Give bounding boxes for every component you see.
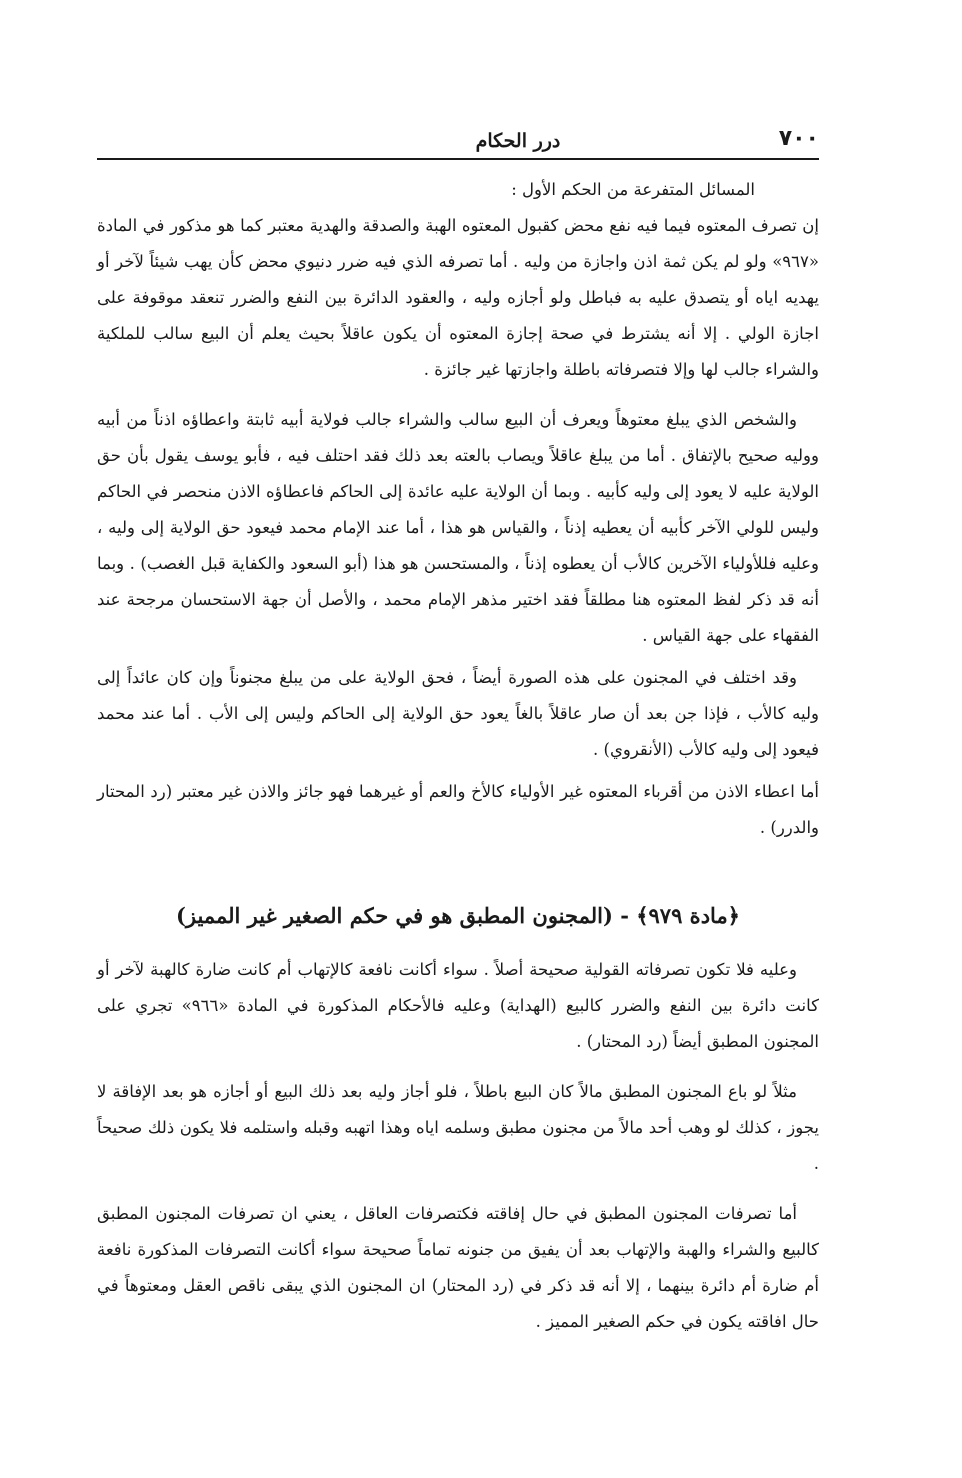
section-heading: المسائل المتفرعة من الحكم الأول : bbox=[511, 180, 755, 199]
article-paragraph: أما تصرفات المجنون المطبق في حال إفاقته فكتصرفات العاقل ، يعني ان تصرفات المجنون المطبق كالبيع والشراء والهبة والإتهاب بعد أن يفيق من جنونه تماماً صحيحة سواء أكانت التصرفات المذكورة نافعة أم ضارة أم دائرة بينهما ، إلا أنه قد ذكر في (رد المحتار) ان المجنون الذي يبقى ناقص العقل ومعتوهاً في حال افاقته يكون في حكم الصغير المميز . bbox=[97, 1204, 819, 1331]
article-paragraph: مثلاً لو باع المجنون المطبق مالاً كان البيع باطلاً ، فلو أجاز وليه بعد ذلك البيع أو أجازه هو بعد الإفاقة لا يجوز ، كذلك لو وهب أحد مالاً من مجنون مطبق وسلمه اياه وهذا اتهبه وقبله واستلمه فلا يكون ذلك صحيحاً . bbox=[97, 1082, 819, 1173]
article-heading: ﴿مادة ٩٧٩﴾ - (المجنون المطبق هو في حكم الصغير غير المميز) bbox=[175, 903, 740, 928]
paragraph: وقد اختلف في المجنون على هذه الصورة أيضاً ، فحق الولاية على من يبلغ مجنوناً وإن كان عائداً إلى وليه كالأب ، فإذا جن بعد أن صار عاقلاً بالغاً يعود حق الولاية إلى الحاكم وليس إلى الأب . أما عند محمد فيعود إلى وليه كالأب (الأنقروي) . bbox=[97, 668, 819, 759]
running-title: درر الحكام bbox=[475, 130, 561, 152]
header-divider bbox=[97, 158, 819, 160]
page-header bbox=[97, 120, 819, 160]
paragraph: والشخص الذي يبلغ معتوهاً ويعرف أن البيع سالب والشراء جالب فولاية أبيه ثابتة واعطاؤه اذناً من أبيه ووليه صحيح بالإتفاق . أما من يبلغ عاقلاً ويصاب بالعته بعد ذلك فقد احتلف فيه ، فأبو يوسف يقول بأن حق الولاية عليه لا يعود إلى وليه كأبيه . وبما أن الولاية عليه عائدة إلى الحاكم فاعطاؤه الاذن منحصر في الحاكم وليس للولي الآخر كأبيه أن يعطيه إذناً ، والقياس هو هذا ، أما عند الإمام محمد فيعود حق الولاية إلى وليه ، وعليه فللأولياء الآخرين كالأب أن يعطوه إذناً ، والمستحسن هو هذا (أبو السعود والكفاية قبل الغصب) . وبما أنه قد ذكر لفظ المعتوه هنا مطلقاً فقد اختير مذهر الإمام محمد ، والأصل أن جهة الاستحسان مرجحة عند الفقهاء على جهة القياس . bbox=[97, 410, 819, 645]
paragraph: إن تصرف المعتوه فيما فيه نفع محض كقبول المعتوه الهبة والصدقة والهدية معتبر كما هو مذكور في المادة «٩٦٧» ولو لم يكن ثمة اذن واجازة من وليه . أما تصرفه الذي فيه ضرر دنيوي محض كأن يهب شيئاً لآخر أو يهديه اياه أو يتصدق عليه به فباطل ولو أجازه وليه ، والعقود الدائرة بين النفع والضرر تنعقد موقوفة على اجازة الولي . إلا أنه يشترط في صحة إجازة المعتوه أن يكون عاقلاً بحيث يعلم أن البيع سالب للملكية والشراء جالب لها وإلا فتصرفاته باطلة واجازتها غير جائزة . bbox=[97, 216, 819, 379]
page-number: ٧٠٠ bbox=[778, 126, 819, 151]
paragraph: أما اعطاء الاذن من أقرباء المعتوه غير الأولياء كالأخ والعم أو غيرهما فهو جائز والاذن غير معتبر (رد المحتار والدرر) . bbox=[97, 782, 819, 837]
page-body bbox=[97, 172, 819, 1340]
article-paragraph: وعليه فلا تكون تصرفاته القولية صحيحة أصلاً . سواء أكانت نافعة كالإتهاب أم كانت ضارة كالهبة لآخر أو كانت دائرة بين النفع والضرر كالبيع (الهداية) وعليه فالأحكام المذكورة في المادة «٩٦٦» تجري على المجنون المطبق أيضاً (رد المحتار) . bbox=[97, 960, 819, 1051]
